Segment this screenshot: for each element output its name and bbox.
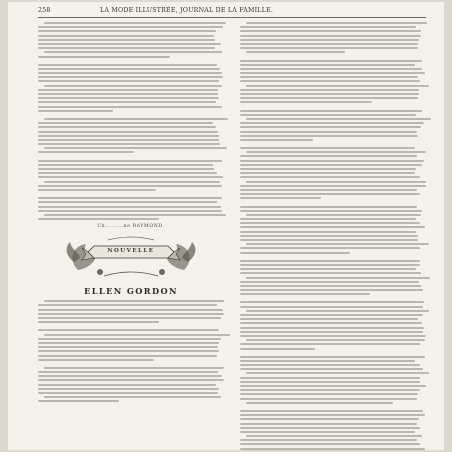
text-line [240,147,415,149]
text-line [240,26,416,28]
text-line [240,377,420,379]
text-line [246,372,429,374]
text-line [240,281,419,283]
text-line [38,329,219,331]
text-line [240,93,419,95]
text-line [240,260,420,262]
text-line [240,210,422,212]
text-line [246,214,421,216]
text-line [240,423,417,425]
text-line [38,189,156,191]
text-line [246,118,431,120]
text-line [246,339,425,341]
story-vignette [38,232,224,284]
text-line [240,231,416,233]
text-line [240,360,415,362]
text-line [240,343,420,345]
text-line [44,85,222,87]
text-line [240,60,422,62]
paragraph-break [240,106,426,110]
text-line [240,110,422,112]
journal-title: LA MODE ILLUSTRÉE, JOURNAL DE LA FAMILLE. [100,7,274,14]
left-column [38,22,224,405]
text-line [240,348,315,350]
text-line [38,338,221,340]
text-line [240,327,424,329]
text-line [44,147,227,149]
text-line [240,318,418,320]
text-line [240,160,424,162]
text-line [246,402,393,404]
text-line [38,43,221,45]
page-number: 258 [38,7,51,14]
text-line [38,164,213,166]
story-banner-label: NOUVELLE [107,248,155,255]
text-line [38,76,223,78]
text-line [38,375,222,377]
text-line [38,304,217,306]
text-line [38,321,159,323]
text-line [44,214,226,216]
text-line [240,293,370,295]
text-line [38,350,219,352]
text-line [38,218,159,220]
text-line [38,317,221,319]
text-line [246,51,345,53]
text-line [240,39,419,41]
text-line [38,30,216,32]
text-line [240,335,426,337]
text-line [240,168,416,170]
text-line [240,306,423,308]
text-line [38,371,218,373]
text-line [240,176,420,178]
text-line [240,139,313,141]
text-line [38,160,222,162]
text-line [38,151,134,153]
text-line [246,85,429,87]
text-line [38,379,224,381]
text-line [240,131,417,133]
text-line [240,414,425,416]
article-body-top [38,22,224,222]
text-line [240,289,423,291]
text-line [240,68,422,70]
text-line [240,389,420,391]
text-line [38,106,222,108]
text-line [246,310,429,312]
text-line [38,313,224,315]
paragraph-break [240,56,426,60]
text-line [38,210,222,212]
text-line [38,56,170,58]
text-line [38,135,219,137]
text-line [240,197,321,199]
text-line [38,68,220,70]
text-line [38,126,216,128]
text-line [38,39,215,41]
text-line [240,418,419,420]
text-line [240,185,426,187]
text-line [240,30,421,32]
text-line [246,277,430,279]
text-line [240,247,420,249]
story-title: ELLEN GORDON [84,286,178,297]
text-line [38,110,113,112]
text-line [240,331,423,333]
text-line [38,206,221,208]
text-line [38,139,219,141]
text-line [38,197,222,199]
right-column [240,22,426,450]
text-line [38,400,119,402]
text-line [38,359,154,361]
text-line [240,222,420,224]
text-line [240,431,415,433]
text-line [240,235,418,237]
text-line [38,89,218,91]
text-line [38,172,217,174]
text-line [240,393,418,395]
text-line [38,176,223,178]
ornament-illustration [38,232,224,284]
text-line [240,264,420,266]
text-line [246,22,427,24]
text-line [44,51,222,53]
text-line [44,300,224,302]
text-line [240,439,417,441]
story-body-left [38,300,224,404]
text-line [38,47,215,49]
text-line [240,76,418,78]
text-line [38,93,218,95]
text-line [44,367,224,369]
text-line [246,435,422,437]
text-line [240,80,420,82]
text-line [240,443,420,445]
text-line [38,97,219,99]
text-line [240,314,423,316]
text-line [240,189,417,191]
text-line [240,135,418,137]
text-line [240,193,420,195]
text-line [38,143,220,145]
text-line [240,252,350,254]
text-line [240,218,416,220]
text-line [38,80,219,82]
text-line [44,22,226,24]
text-line [240,114,416,116]
text-line [240,272,421,274]
text-line [38,131,218,133]
text-line [240,364,420,366]
text-line [240,172,415,174]
text-line [240,322,422,324]
text-line [240,385,426,387]
text-line [240,122,424,124]
text-line [240,72,425,74]
text-line [38,342,219,344]
text-line [240,226,425,228]
text-line [38,168,214,170]
text-line [240,64,415,66]
text-line [38,384,216,386]
text-line [246,181,426,183]
text-line [38,346,218,348]
text-line [38,185,222,187]
text-line [44,396,221,398]
story-body-right [240,22,426,450]
text-line [240,285,421,287]
text-line [240,97,418,99]
text-line [38,355,217,357]
text-line [240,268,416,270]
text-line [246,243,429,245]
running-head [38,7,426,17]
article-signature: Ch.........ne RAYMOND. [97,224,165,230]
text-line [38,64,217,66]
text-line [240,126,421,128]
newspaper-page [8,2,444,450]
text-line [38,309,223,311]
text-line [240,398,417,400]
header-rule [38,17,426,18]
text-line [240,381,420,383]
text-line [240,47,418,49]
text-line [38,122,213,124]
text-line [240,35,421,37]
text-line [38,388,219,390]
text-line [246,151,426,153]
text-line [240,155,417,157]
text-line [240,164,422,166]
text-line [38,35,214,37]
text-line [38,201,217,203]
text-line [44,118,228,120]
text-line [38,101,216,103]
text-line [240,427,420,429]
text-line [240,89,419,91]
text-line [38,72,222,74]
text-line [240,368,423,370]
text-line [44,334,230,336]
text-line [240,239,418,241]
text-line [240,206,417,208]
text-line [240,410,423,412]
text-line [38,392,218,394]
text-line [240,448,425,450]
text-line [38,26,223,28]
text-line [44,181,220,183]
text-line [240,43,418,45]
text-line [240,101,372,103]
paragraph-break [240,202,426,206]
text-line [240,301,424,303]
text-line [240,356,425,358]
